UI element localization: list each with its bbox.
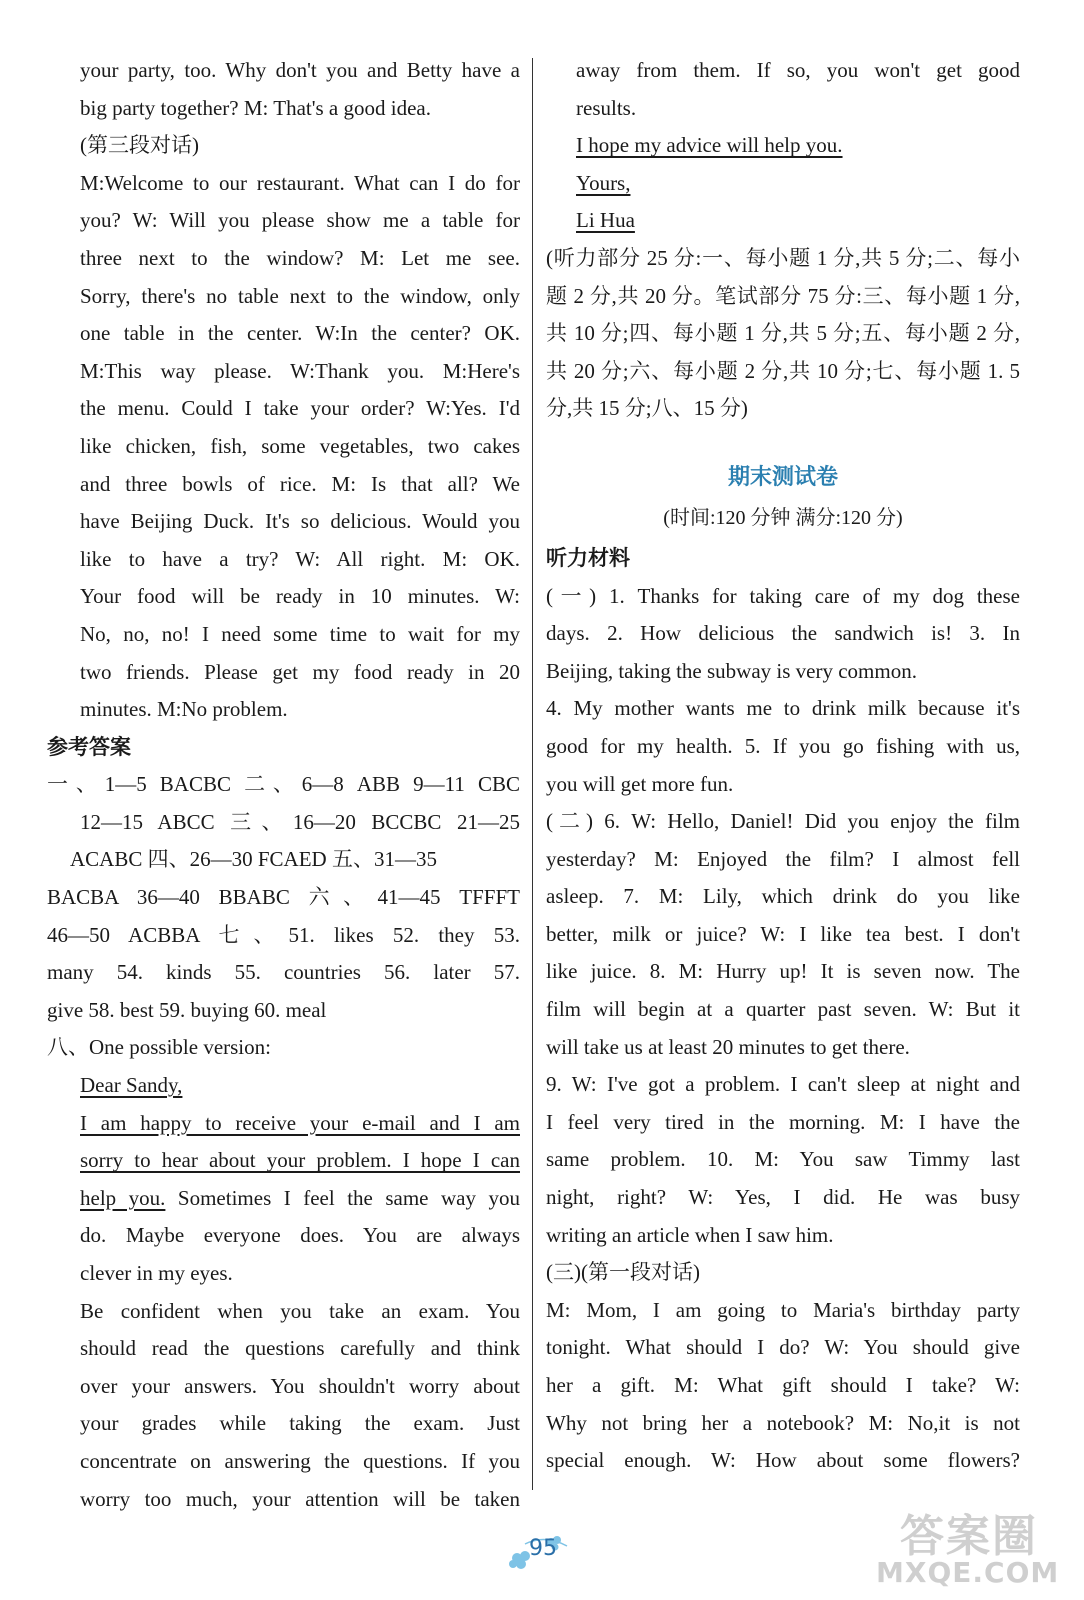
listening-line: Beijing, taking the subway is very common. — [546, 658, 917, 683]
listening-line: M: Mom, I am going to Maria's birthday party — [546, 1297, 1020, 1322]
section-label: (第三段对话) — [80, 133, 199, 158]
letter-line: over your answers. You shouldn't worry about — [80, 1373, 520, 1398]
scoring-note: 共 20 分;六、每小题 2 分,共 10 分;七、每小题 1. 5 — [546, 358, 1020, 383]
scoring-note: (听力部分 25 分:一、每小题 1 分,共 5 分;二、每小 — [546, 245, 1020, 270]
text-line: your party, too. Why don't you and Betty have a — [80, 58, 520, 82]
text-line: three next to the window? M: Let me see. — [80, 245, 520, 270]
listening-line: I feel very tired in the morning. M: I have the — [546, 1109, 1020, 1134]
listening-line: will take us at least 20 minutes to get there. — [546, 1034, 910, 1059]
listening-line: tonight. What should I do? W: You should give — [546, 1335, 1020, 1360]
answer-line: give 58. best 59. buying 60. meal — [47, 997, 327, 1022]
watermark: 答案圈 MXQE.COM — [876, 1511, 1060, 1589]
listening-line: 9. W: I've got a problem. I can't sleep at night and — [546, 1072, 1020, 1097]
letter-signature: Li Hua — [576, 208, 635, 233]
letter-line: worry too much, your attention will be taken — [80, 1486, 520, 1511]
letter-closing: I hope my advice will help you. — [576, 133, 843, 158]
listening-line: days. 2. How delicious the sandwich is! 3. In — [546, 621, 1020, 646]
letter-line: your grades while taking the exam. Just — [80, 1411, 520, 1436]
answers-heading: 参考答案 — [47, 734, 131, 759]
column-divider — [532, 58, 533, 1490]
spacer — [546, 428, 1020, 450]
exam-meta: (时间:120 分钟 满分:120 分) — [663, 506, 903, 529]
listening-line: her a gift. M: What gift should I take? W: — [546, 1373, 1020, 1397]
exam-title: 期末测试卷 — [727, 464, 838, 490]
listening-line: special enough. W: How about some flowers? — [546, 1448, 1020, 1473]
listening-line: like juice. 8. M: Hurry up! It is seven now. The — [546, 959, 1020, 984]
text-line: have Beijing Duck. It's so delicious. Would you — [80, 509, 520, 534]
letter-line: results. — [576, 95, 637, 120]
text-line: No, no, no! I need some time to wait for my — [80, 621, 520, 646]
listening-line: (二) 6. W: Hello, Daniel! Did you enjoy the film — [546, 809, 1020, 834]
letter-line: help you. Sometimes I feel the same way you — [80, 1185, 520, 1210]
answer-line: 一、1—5 BACBC 二、6—8 ABB 9—11 CBC — [47, 772, 520, 797]
text-line: M:This way please. W:Thank you. M:Here's — [80, 358, 520, 383]
scoring-note: 共 10 分;四、每小题 1 分,共 5 分;五、每小题 2 分, — [546, 321, 1020, 346]
listening-line: writing an article when I saw him. — [546, 1222, 834, 1247]
answer-line: 46—50 ACBBA 七、51. likes 52. they 53. — [47, 922, 520, 947]
text-line: you? W: Will you please show me a table for — [80, 208, 520, 233]
text-line: minutes. M:No problem. — [80, 697, 288, 722]
listening-line: night, right? W: Yes, I did. He was busy — [546, 1185, 1020, 1210]
page-number: 95 — [505, 1532, 585, 1572]
text-line: the menu. Could I take your order? W:Yes. I'd — [80, 396, 520, 421]
letter-line: clever in my eyes. — [80, 1261, 233, 1285]
letter-line: away from them. If so, you won't get good — [576, 58, 1020, 82]
listening-line: Why not bring her a notebook? M: No,it is not — [546, 1410, 1020, 1435]
letter-line: do. Maybe everyone does. You are always — [80, 1223, 520, 1248]
text-line: and three bowls of rice. M: Is that all? We — [80, 471, 520, 496]
answer-line: BACBA 36—40 BBABC 六、41—45 TFFFT — [47, 885, 520, 910]
section-label: (三)(第一段对话) — [546, 1260, 700, 1285]
letter-line: I am happy to receive your e-mail and I am — [80, 1110, 520, 1135]
listening-line: good for my health. 5. If you go fishing with us, — [546, 733, 1020, 758]
listening-line: yesterday? M: Enjoyed the film? I almost fell — [546, 846, 1020, 871]
letter-line: should read the questions carefully and think — [80, 1336, 520, 1361]
letter-line: Be confident when you take an exam. You — [80, 1298, 520, 1323]
left-column — [47, 52, 520, 1518]
text-line: big party together? M: That's a good idea. — [80, 95, 431, 120]
letter-line: sorry to hear about your problem. I hope I can — [80, 1148, 520, 1173]
listening-line: asleep. 7. M: Lily, which drink do you like — [546, 884, 1020, 909]
scoring-note: 分,共 15 分;八、15 分) — [546, 396, 748, 421]
text-line: like chicken, fish, some vegetables, two cakes — [80, 433, 520, 458]
answer-line: ACABC 四、26—30 FCAED 五、31—35 — [70, 847, 437, 872]
scoring-note: 题 2 分,共 20 分。笔试部分 75 分:三、每小题 1 分, — [546, 283, 1020, 308]
text-line: like to have a try? W: All right. M: OK. — [80, 546, 520, 571]
letter-greeting: Dear Sandy, — [80, 1073, 183, 1098]
text-line: Your food will be ready in 10 minutes. W: — [80, 584, 520, 609]
text-line: M:Welcome to our restaurant. What can I do for — [80, 170, 520, 195]
right-column — [546, 52, 1020, 1480]
listening-line: same problem. 10. M: You saw Timmy last — [546, 1147, 1020, 1172]
listening-line: you will get more fun. — [546, 771, 734, 796]
letter-signoff: Yours, — [576, 170, 631, 195]
letter-line: concentrate on answering the questions. If you — [80, 1448, 520, 1473]
text-line: Sorry, there's no table next to the window, only — [80, 283, 520, 308]
listening-line: (一) 1. Thanks for taking care of my dog these — [546, 583, 1020, 608]
text-line: two friends. Please get my food ready in 20 — [80, 659, 520, 684]
answer-line: 12—15 ABCC 三、16—20 BCCBC 21—25 — [80, 809, 520, 834]
listening-line: 4. My mother wants me to drink milk because it's — [546, 696, 1020, 721]
listening-heading: 听力材料 — [546, 545, 630, 570]
listening-line: better, milk or juice? W: I like tea best. I don't — [546, 921, 1020, 946]
listening-line: film will begin at a quarter past seven. W: But it — [546, 997, 1020, 1022]
answer-line: many 54. kinds 55. countries 56. later 57. — [47, 960, 520, 985]
text-line: one table in the center. W:In the center? OK. — [80, 321, 520, 346]
answer-line: 八、One possible version: — [47, 1035, 271, 1060]
